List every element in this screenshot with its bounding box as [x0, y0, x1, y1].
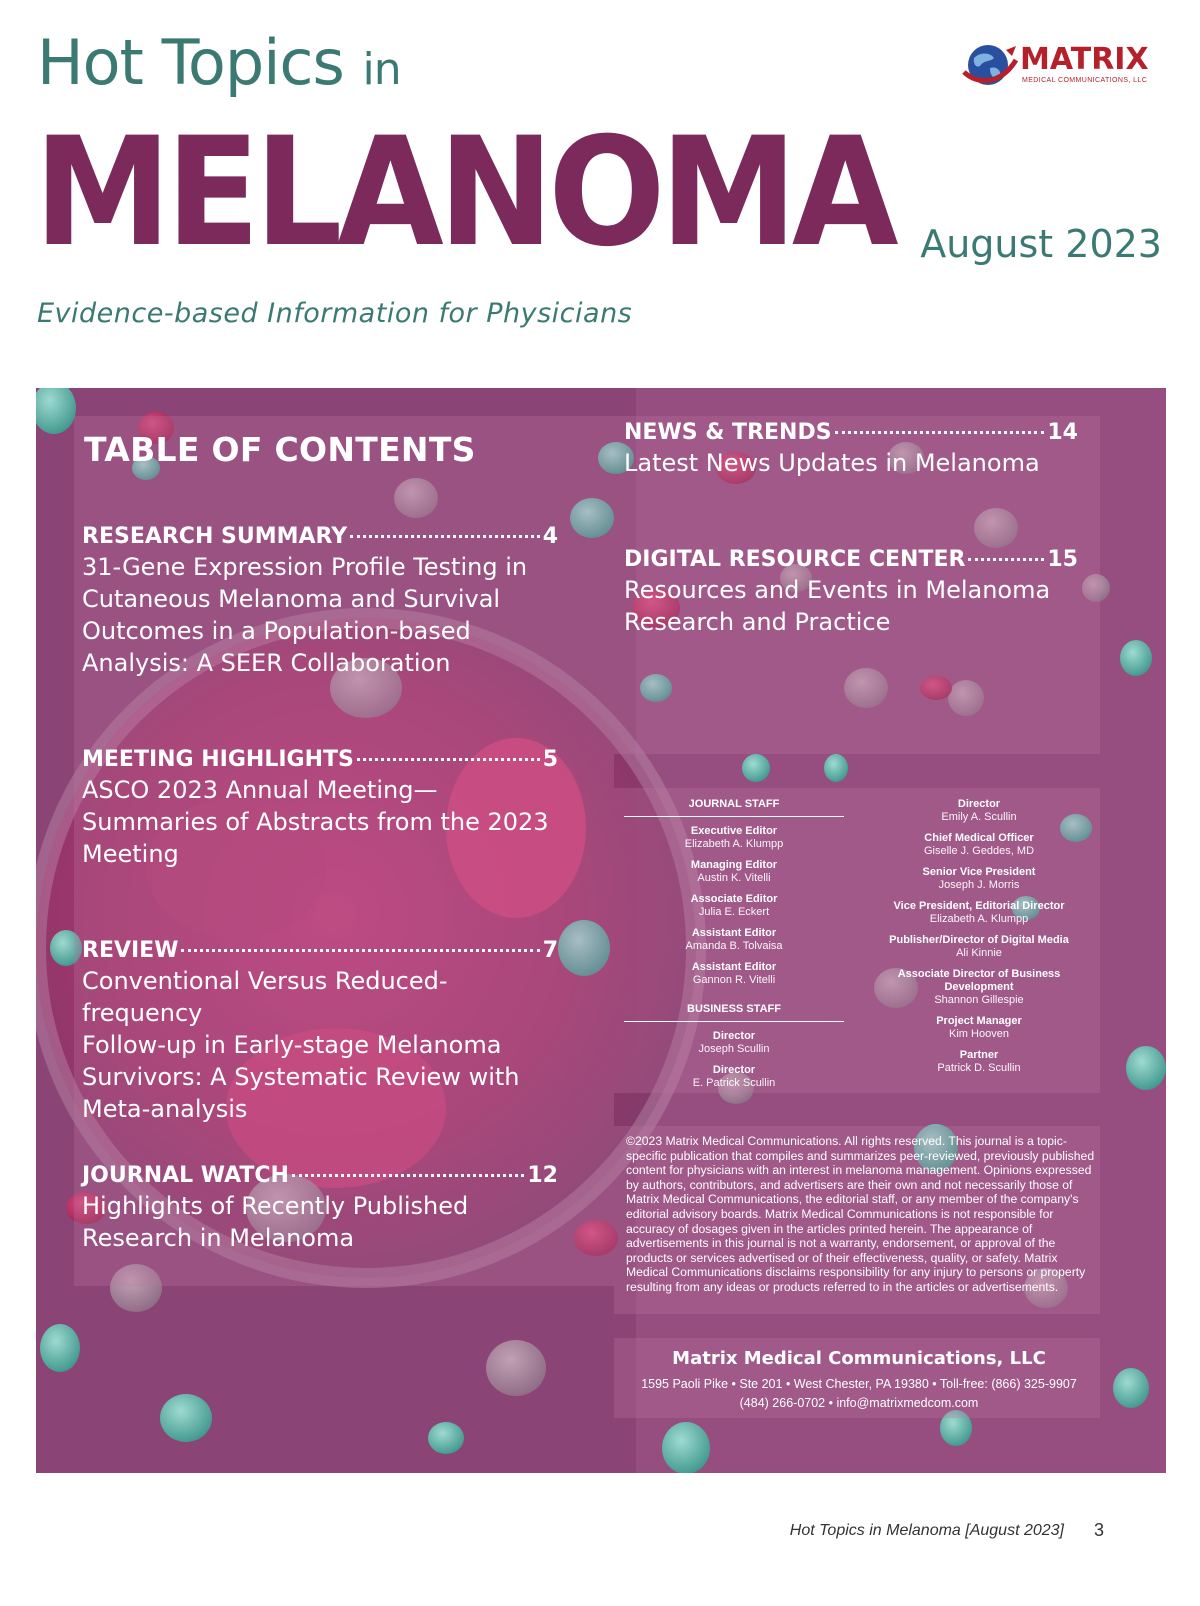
toc-leader: [181, 949, 539, 952]
matrix-logo: [960, 38, 1160, 92]
toc-page: 15: [1047, 547, 1078, 572]
globe-icon: [960, 38, 1018, 92]
toc-entry[interactable]: [82, 747, 558, 870]
toc-heading: TABLE OF CONTENTS: [84, 430, 476, 469]
toc-leader: [292, 1174, 524, 1177]
copyright-disclaimer: ©2023 Matrix Medical Communications. All rights reserved. This journal is a topic-specific publication that compiles and summarizes peer-reviewed, previously published content for physicians with an interest in melanoma management. Opinions expressed by authors, contributors, and advertisers are their own and not necessarily those of Matrix Medical Communications, the editorial staff, or any member of the company's editorial advisory boards. Matrix Medical Communications is not responsible for accuracy of dosages given in the articles printed herein. The appearance of advertisements in this journal is not a warranty, endorsement, or approval of the products or services advertised or of their effectiveness, quality, or safety. Matrix Medical Communications disclaims responsibility for any injury to persons or property resulting from any ideas or products referred to in the articles or advertisements.: [626, 1134, 1095, 1294]
staff-name: Emily A. Scullin: [941, 811, 1017, 823]
publisher-phone-email: (484) 266-0702 • info@matrixmedcom.com: [739, 1396, 979, 1410]
toc-entry-header: [624, 547, 1078, 572]
tagline: Evidence-based Information for Physicians: [37, 298, 633, 329]
staff-role: Associate Editor: [690, 893, 778, 905]
staff-role: Project Manager: [936, 1015, 1022, 1027]
logo-wordmark: MATRIX: [1020, 42, 1149, 77]
running-footer: Hot Topics in Melanoma [August 2023]: [789, 1522, 1064, 1539]
toc-entry-header: [82, 1163, 558, 1188]
toc-section: DIGITAL RESOURCE CENTER: [624, 547, 966, 572]
staff-name: Kim Hooven: [949, 1028, 1009, 1040]
toc-title: 31-Gene Expression Profile Testing in Cutaneous Melanoma and Survival Outcomes in a Population-based Analysis: A SEER Collaboration: [82, 553, 528, 677]
toc-entry-header: [624, 420, 1078, 445]
staff-name: Gannon R. Vitelli: [692, 974, 776, 986]
staff-role: Senior Vice President: [922, 866, 1036, 878]
staff-name: Amanda B. Tolvaisa: [685, 940, 783, 952]
page-number: 3: [1093, 1520, 1104, 1540]
staff-role: Associate Director of Business Development: [897, 968, 1061, 993]
toc-entry[interactable]: [82, 938, 558, 1125]
toc-entry-header: [82, 747, 558, 772]
toc-section: MEETING HIGHLIGHTS: [82, 747, 354, 772]
toc-entry-header: [82, 938, 558, 963]
staff-name: Elizabeth A. Klumpp: [929, 913, 1029, 925]
staff-name: E. Patrick Scullin: [692, 1077, 776, 1089]
toc-entry[interactable]: [624, 420, 1078, 479]
toc-title: Conventional Versus Reduced-frequency Follow-up in Early-stage Melanoma Survivors: A Systematic Review with Meta-analysis: [82, 967, 520, 1123]
toc-section: REVIEW: [82, 938, 179, 963]
business-staff-heading: BUSINESS STAFF: [624, 1003, 844, 1022]
logo-subtitle: MEDICAL COMMUNICATIONS, LLC: [1022, 77, 1148, 84]
publisher-name: Matrix Medical Communications, LLC: [672, 1348, 1046, 1369]
staff-name: Giselle J. Geddes, MD: [923, 845, 1035, 857]
toc-entry[interactable]: [82, 524, 558, 679]
toc-title: Highlights of Recently Published Research in Melanoma: [82, 1192, 469, 1252]
staff-name: Joseph J. Morris: [938, 879, 1020, 891]
staff-role: Assistant Editor: [691, 927, 777, 939]
journal-staff-heading: JOURNAL STAFF: [624, 798, 844, 817]
publisher-address: 1595 Paoli Pike • Ste 201 • West Chester, PA 19380 • Toll-free: (866) 325-9907: [641, 1377, 1077, 1391]
toc-leader: [835, 431, 1045, 434]
toc-section: NEWS & TRENDS: [624, 420, 832, 445]
issue-date: August 2023: [920, 222, 1162, 266]
series-title-connector: in: [362, 44, 401, 95]
cover-image-panel: [36, 388, 1166, 1473]
staff-name: Julia E. Eckert: [698, 906, 770, 918]
toc-entry[interactable]: [82, 1163, 558, 1254]
toc-leader: [350, 535, 539, 538]
staff-name: Patrick D. Scullin: [937, 1062, 1021, 1074]
toc-page: 5: [542, 747, 558, 772]
staff-role: Vice President, Editorial Director: [893, 900, 1065, 912]
toc-page: 14: [1047, 420, 1078, 445]
staff-role: Assistant Editor: [691, 961, 777, 973]
staff-role: Chief Medical Officer: [924, 832, 1034, 844]
staff-name: Shannon Gillespie: [934, 994, 1024, 1006]
staff-name: Joseph Scullin: [698, 1043, 770, 1055]
toc-page: 4: [542, 524, 558, 549]
staff-role: Managing Editor: [690, 859, 778, 871]
toc-section: RESEARCH SUMMARY: [82, 524, 348, 549]
staff-role: Director: [957, 798, 1001, 810]
staff-name: Ali Kinnie: [956, 947, 1002, 959]
staff-role: Director: [712, 1030, 756, 1042]
staff-role: Director: [712, 1064, 756, 1076]
staff-role: Partner: [959, 1049, 999, 1061]
toc-leader: [968, 558, 1044, 561]
toc-title: Latest News Updates in Melanoma: [624, 449, 1040, 477]
staff-name: Elizabeth A. Klumpp: [684, 838, 784, 850]
toc-entry-header: [82, 524, 558, 549]
toc-entry[interactable]: [624, 547, 1078, 638]
toc-title: ASCO 2023 Annual Meeting— Summaries of Abstracts from the 2023 Meeting: [82, 776, 549, 868]
staff-name: Austin K. Vitelli: [697, 872, 771, 884]
toc-section: JOURNAL WATCH: [82, 1163, 289, 1188]
main-title: MELANOMA: [34, 106, 894, 280]
toc-leader: [357, 758, 540, 761]
toc-title: Resources and Events in Melanoma Research and Practice: [624, 576, 1051, 636]
publisher-contact: [614, 1348, 1104, 1410]
journal-staff-column: [624, 798, 844, 1098]
series-title: [37, 26, 401, 99]
leadership-staff-column: [874, 798, 1084, 1083]
toc-page: 7: [542, 938, 558, 963]
series-title-main: Hot Topics: [37, 26, 344, 99]
staff-role: Publisher/Director of Digital Media: [889, 934, 1069, 946]
toc-page: 12: [527, 1163, 558, 1188]
staff-role: Executive Editor: [690, 825, 778, 837]
